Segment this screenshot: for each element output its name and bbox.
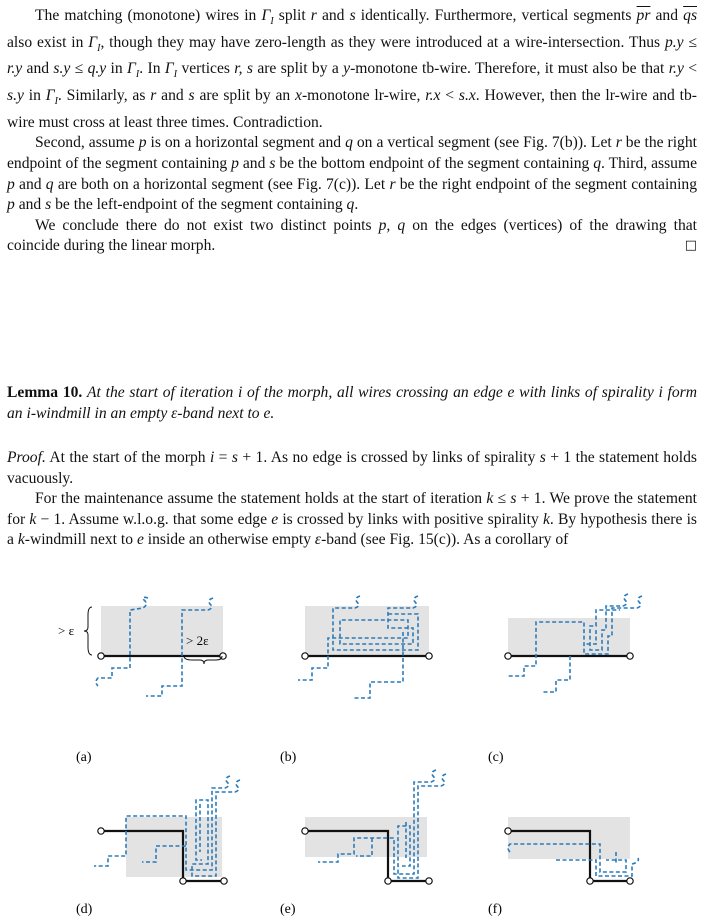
caption-c: (c)	[488, 750, 504, 765]
subfigure-e	[280, 770, 446, 917]
brace-horizontal	[184, 656, 222, 664]
qed-symbol: □	[684, 238, 697, 254]
epsilon-band	[508, 817, 630, 859]
paragraph-3: We conclude there do not exist two distinct points p, q on the edges (vertices) of the drawing that coincide during the linear morph. □	[7, 216, 697, 257]
epsilon-band	[305, 817, 427, 857]
epsilon-band	[508, 618, 630, 656]
vertex	[505, 828, 511, 834]
vertex	[426, 653, 432, 659]
proof-heading: Proof.	[7, 449, 46, 466]
wire	[542, 656, 570, 692]
vertex	[627, 653, 633, 659]
lemma-10	[7, 383, 697, 424]
vertex	[587, 878, 593, 884]
subfigure-b	[280, 596, 432, 765]
caption-e: (e)	[280, 902, 296, 917]
lemma-block	[7, 383, 697, 424]
paragraph-5: For the maintenance assume the statement holds at the start of iteration k ≤ s + 1. We prove the statement for k − 1. Assume w.l.o.g. that some edge e is crossed by links with positive spirality k. By hypothesis there is a k-windmill next to e inside an otherwise empty ε-band (see Fig. 15(c)). As a corollary of	[7, 490, 697, 549]
brace-vertical	[84, 607, 92, 655]
vertex	[302, 828, 308, 834]
paragraph-2: Second, assume p is on a horizontal segment and q on a vertical segment (see Fig. 7(b)). Let r be the right endpoint of the segment containing p and s be the bottom endpoint of the segment containing q. Third, assume p and q are both on a horizontal segment (see Fig. 7(c)). Let r be the right endpoint of the segment containing p and s be the left-endpoint of the segment containing q.	[7, 134, 698, 214]
subfigure-a	[58, 597, 226, 765]
lemma-statement: At the start of iteration i of the morph, all wires crossing an edge e with links of spirality i form an i-windmill in an empty ε-band next to e.	[7, 384, 697, 422]
caption-f: (f)	[488, 902, 502, 917]
vertex	[505, 653, 511, 659]
vertex	[180, 878, 186, 884]
vertex	[426, 878, 432, 884]
proof-paragraph: Proof. At the start of the morph i = s + 1. As no edge is crossed by links of spirality s + 1 the statement holds vacuously.	[7, 449, 697, 487]
caption-d: (d)	[76, 902, 93, 917]
label-gt-eps: > ε	[58, 623, 75, 638]
subfigure-f	[488, 817, 638, 917]
vertex	[302, 653, 308, 659]
vertex	[98, 653, 104, 659]
label-gt-2eps: > 2ε	[186, 633, 209, 648]
proof-block	[7, 448, 697, 551]
vertex	[385, 878, 391, 884]
vertex	[627, 878, 633, 884]
caption-b: (b)	[280, 750, 297, 765]
windmill-figure	[0, 590, 706, 923]
lemma-heading: Lemma 10.	[7, 384, 83, 401]
vertex	[98, 828, 104, 834]
caption-a: (a)	[76, 750, 92, 765]
subfigure-c	[488, 594, 642, 765]
body-text-top	[7, 6, 697, 257]
vertex	[221, 878, 227, 884]
paragraph-1: The matching (monotone) wires in $\Gamma_I$ split r and s identically. Furthermore, vertical segments $\overline{pr}$ and $\overline{qs}$ also exist in $\Gamma_I$, though they may have zero-length as they were introduced at a wire-intersection. Thus p.y ≤ r.y and s.y ≤ q.y in $\Gamma_I$. In $\Gamma_I$ vertices r, s are split by a y-monotone tb-wire. Therefore, it must also be that r.y < s.y in $\Gamma_I$. Similarly, as r and s are split by an x-monotone lr-wire, r.x < s.x. However, then the lr-wire and tb-wire must cross at least three times. Contradiction.	[7, 7, 698, 131]
subfigure-d	[76, 776, 240, 917]
epsilon-band	[101, 606, 223, 656]
